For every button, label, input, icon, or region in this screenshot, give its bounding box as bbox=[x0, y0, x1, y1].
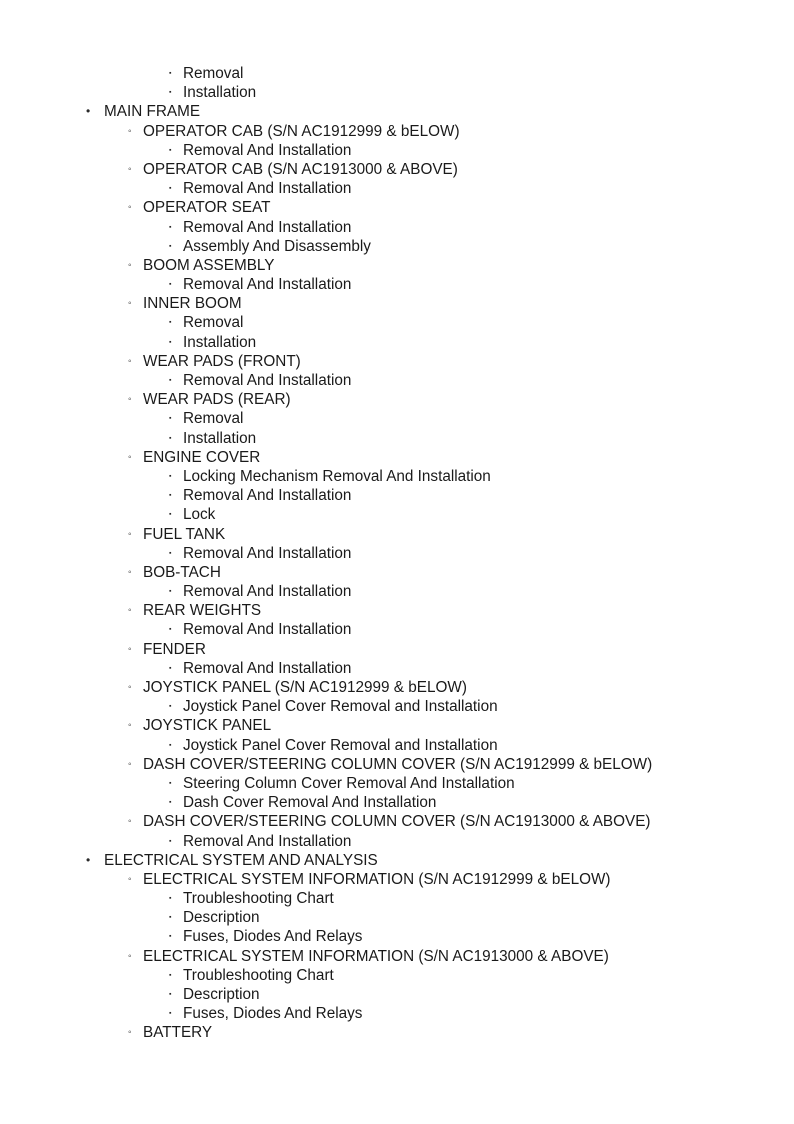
square-bullet-icon: ▪ bbox=[169, 664, 172, 672]
circle-bullet-icon: ◦ bbox=[128, 394, 132, 406]
square-bullet-icon: ▪ bbox=[169, 338, 172, 346]
outline-item-label: BOB-TACH bbox=[143, 563, 221, 581]
square-bullet-icon: ▪ bbox=[169, 1010, 172, 1018]
outline-item-level-3[interactable] bbox=[0, 64, 794, 83]
circle-bullet-icon: ◦ bbox=[128, 816, 132, 828]
outline-item-label: MAIN FRAME bbox=[104, 103, 201, 121]
circle-bullet-icon: ◦ bbox=[128, 605, 132, 617]
outline-item-level-3[interactable] bbox=[0, 774, 794, 793]
outline-item-level-2[interactable] bbox=[0, 870, 794, 889]
outline-item-label: ENGINE COVER bbox=[143, 448, 261, 466]
outline-item-label: Removal And Installation bbox=[183, 141, 352, 159]
outline-item-label: FUEL TANK bbox=[143, 525, 226, 543]
outline-item-level-2[interactable] bbox=[0, 256, 794, 275]
outline-item-level-2[interactable] bbox=[0, 448, 794, 467]
outline-item-label: Locking Mechanism Removal And Installation bbox=[183, 467, 491, 485]
outline-item-level-2[interactable] bbox=[0, 1023, 794, 1042]
outline-item-label: Description bbox=[183, 986, 260, 1003]
outline-item-level-3[interactable] bbox=[0, 179, 794, 198]
circle-bullet-icon: ◦ bbox=[128, 163, 132, 175]
circle-bullet-icon: ◦ bbox=[128, 720, 132, 732]
outline-item-level-2[interactable] bbox=[0, 678, 794, 697]
outline-item-label: JOYSTICK PANEL bbox=[143, 717, 272, 735]
circle-bullet-icon: ◦ bbox=[128, 950, 132, 962]
square-bullet-icon: ▪ bbox=[169, 492, 172, 500]
outline-item-label: Removal bbox=[183, 410, 244, 428]
outline-item-level-2[interactable] bbox=[0, 352, 794, 371]
outline-item-label: Removal And Installation bbox=[183, 583, 352, 601]
circle-bullet-icon: ◦ bbox=[128, 1027, 132, 1039]
circle-bullet-icon: ◦ bbox=[128, 451, 132, 463]
square-bullet-icon: ▪ bbox=[169, 741, 172, 749]
square-bullet-icon: ▪ bbox=[169, 703, 172, 711]
circle-bullet-icon: ◦ bbox=[128, 355, 132, 367]
square-bullet-icon: ▪ bbox=[169, 549, 172, 557]
outline-item-label: BATTERY bbox=[143, 1024, 213, 1042]
outline-item-level-2[interactable] bbox=[0, 601, 794, 620]
outline-item-label: Fuses, Diodes And Relays bbox=[183, 928, 363, 946]
outline-item-label: WEAR PADS (REAR) bbox=[143, 391, 291, 409]
outline-item-label: ELECTRICAL SYSTEM INFORMATION (S/N AC1913000 & ABOVE) bbox=[143, 947, 609, 965]
outline-item-label: Removal And Installation bbox=[183, 621, 352, 639]
outline-item-label: Installation bbox=[183, 84, 257, 102]
outline-item-level-3[interactable] bbox=[0, 985, 794, 1004]
outline-item-level-3[interactable] bbox=[0, 659, 794, 678]
outline-item-level-3[interactable] bbox=[0, 141, 794, 160]
outline-item-level-3[interactable] bbox=[0, 409, 794, 428]
square-bullet-icon: ▪ bbox=[169, 588, 172, 596]
outline-item-label: FENDER bbox=[143, 640, 206, 658]
outline-item-level-2[interactable] bbox=[0, 198, 794, 217]
outline-item-level-3[interactable] bbox=[0, 620, 794, 639]
outline-item-label: Installation bbox=[183, 429, 257, 447]
square-bullet-icon: ▪ bbox=[169, 971, 172, 979]
square-bullet-icon: ▪ bbox=[169, 933, 172, 941]
circle-bullet-icon: ◦ bbox=[128, 528, 132, 540]
circle-bullet-icon: ◦ bbox=[128, 643, 132, 655]
outline-item-label: DASH COVER/STEERING COLUMN COVER (S/N AC1912999 & bELOW) bbox=[143, 755, 653, 773]
outline-item-level-3[interactable] bbox=[0, 736, 794, 755]
square-bullet-icon: ▪ bbox=[169, 223, 172, 231]
outline-item-level-3[interactable] bbox=[0, 582, 794, 601]
outline-item-level-1[interactable] bbox=[0, 851, 794, 870]
outline-item-level-3[interactable] bbox=[0, 832, 794, 851]
outline-item-label: Dash Cover Removal And Installation bbox=[183, 794, 437, 812]
outline-item-level-2[interactable] bbox=[0, 716, 794, 735]
outline-item-label: DASH COVER/STEERING COLUMN COVER (S/N AC1913000 & ABOVE) bbox=[143, 813, 651, 831]
outline-item-level-2[interactable] bbox=[0, 525, 794, 544]
outline-item-label: INNER BOOM bbox=[143, 295, 242, 313]
outline-item-level-3[interactable] bbox=[0, 544, 794, 563]
square-bullet-icon: ▪ bbox=[169, 185, 172, 193]
circle-bullet-icon: ◦ bbox=[128, 202, 132, 214]
outline-item-label: Fuses, Diodes And Relays bbox=[183, 1005, 363, 1023]
circle-bullet-icon: ◦ bbox=[128, 298, 132, 310]
outline-item-label: Lock bbox=[183, 506, 216, 524]
circle-bullet-icon: ◦ bbox=[128, 758, 132, 770]
square-bullet-icon: ▪ bbox=[169, 281, 172, 289]
outline-item-level-3[interactable] bbox=[0, 83, 794, 102]
outline-item-level-2[interactable] bbox=[0, 390, 794, 409]
outline-item-level-2[interactable] bbox=[0, 122, 794, 141]
square-bullet-icon: ▪ bbox=[169, 914, 172, 922]
outline-item-label: Removal And Installation bbox=[183, 487, 352, 505]
square-bullet-icon: ▪ bbox=[169, 895, 172, 903]
outline-item-level-2[interactable] bbox=[0, 947, 794, 966]
outline-item-label: WEAR PADS (FRONT) bbox=[143, 352, 301, 370]
outline-item-level-3[interactable] bbox=[0, 429, 794, 448]
outline-item-label: Removal And Installation bbox=[183, 659, 352, 677]
outline-item-label: Assembly And Disassembly bbox=[183, 237, 371, 255]
circle-bullet-icon: ◦ bbox=[128, 566, 132, 578]
outline-item-level-3[interactable] bbox=[0, 467, 794, 486]
outline-item-level-2[interactable] bbox=[0, 640, 794, 659]
outline-item-label: BOOM ASSEMBLY bbox=[143, 256, 275, 274]
outline-item-label: Removal bbox=[183, 65, 244, 82]
square-bullet-icon: ▪ bbox=[169, 626, 172, 634]
outline-item-level-3[interactable] bbox=[0, 218, 794, 237]
outline-item-level-3[interactable] bbox=[0, 908, 794, 927]
outline-item-level-3[interactable] bbox=[0, 371, 794, 390]
outline-item-level-2[interactable] bbox=[0, 294, 794, 313]
circle-bullet-icon: ◦ bbox=[128, 125, 132, 137]
square-bullet-icon: ▪ bbox=[169, 779, 172, 787]
outline-item-label: Troubleshooting Chart bbox=[183, 966, 334, 984]
bullet-icon: • bbox=[86, 104, 91, 119]
table-of-contents bbox=[0, 64, 794, 1043]
square-bullet-icon: ▪ bbox=[169, 415, 172, 423]
outline-item-label: OPERATOR CAB (S/N AC1913000 & ABOVE) bbox=[143, 160, 458, 178]
outline-item-label: Removal And Installation bbox=[183, 276, 352, 294]
outline-item-level-3[interactable] bbox=[0, 313, 794, 332]
circle-bullet-icon: ◦ bbox=[128, 873, 132, 885]
square-bullet-icon: ▪ bbox=[169, 377, 172, 384]
square-bullet-icon: ▪ bbox=[169, 837, 172, 845]
outline-item-level-3[interactable] bbox=[0, 333, 794, 352]
outline-item-label: Steering Column Cover Removal And Installation bbox=[183, 774, 515, 792]
square-bullet-icon: ▪ bbox=[169, 472, 172, 480]
outline-item-level-3[interactable] bbox=[0, 275, 794, 294]
outline-item-label: OPERATOR CAB (S/N AC1912999 & bELOW) bbox=[143, 122, 460, 140]
outline-item-level-2[interactable] bbox=[0, 812, 794, 831]
outline-item-label: OPERATOR SEAT bbox=[143, 199, 271, 217]
square-bullet-icon: ▪ bbox=[169, 70, 172, 77]
square-bullet-icon: ▪ bbox=[169, 434, 172, 442]
outline-item-level-3[interactable] bbox=[0, 486, 794, 505]
outline-item-level-3[interactable] bbox=[0, 927, 794, 946]
square-bullet-icon: ▪ bbox=[169, 799, 172, 807]
square-bullet-icon: ▪ bbox=[169, 991, 172, 998]
outline-item-label: Joystick Panel Cover Removal and Installation bbox=[183, 698, 498, 716]
outline-item-level-1[interactable] bbox=[0, 102, 794, 121]
outline-item-label: Removal And Installation bbox=[183, 180, 352, 198]
square-bullet-icon: ▪ bbox=[169, 146, 172, 154]
square-bullet-icon: ▪ bbox=[169, 242, 172, 250]
outline-item-level-2[interactable] bbox=[0, 755, 794, 774]
square-bullet-icon: ▪ bbox=[169, 511, 172, 519]
outline-item-level-3[interactable] bbox=[0, 793, 794, 812]
bullet-icon: • bbox=[86, 852, 91, 867]
outline-item-label: Troubleshooting Chart bbox=[183, 890, 334, 908]
outline-item-label: Removal bbox=[183, 314, 244, 332]
outline-item-level-3[interactable] bbox=[0, 697, 794, 716]
outline-item-label: ELECTRICAL SYSTEM AND ANALYSIS bbox=[104, 851, 378, 869]
outline-item-level-3[interactable] bbox=[0, 966, 794, 985]
outline-item-label: JOYSTICK PANEL (S/N AC1912999 & bELOW) bbox=[143, 679, 467, 696]
outline-item-label: Description bbox=[183, 909, 260, 927]
outline-item-label: Joystick Panel Cover Removal and Installation bbox=[183, 736, 498, 754]
outline-item-level-3[interactable] bbox=[0, 889, 794, 908]
outline-item-level-2[interactable] bbox=[0, 160, 794, 179]
outline-item-label: ELECTRICAL SYSTEM INFORMATION (S/N AC1912999 & bELOW) bbox=[143, 870, 611, 888]
outline-item-label: Removal And Installation bbox=[183, 372, 352, 389]
outline-item-level-3[interactable] bbox=[0, 237, 794, 256]
outline-item-label: Removal And Installation bbox=[183, 544, 352, 562]
outline-item-label: Removal And Installation bbox=[183, 832, 352, 850]
circle-bullet-icon: ◦ bbox=[128, 259, 132, 271]
square-bullet-icon: ▪ bbox=[169, 89, 172, 97]
outline-item-level-3[interactable] bbox=[0, 1004, 794, 1023]
outline-item-level-3[interactable] bbox=[0, 505, 794, 524]
circle-bullet-icon: ◦ bbox=[128, 682, 132, 693]
outline-item-level-2[interactable] bbox=[0, 563, 794, 582]
outline-item-label: Removal And Installation bbox=[183, 218, 352, 236]
outline-item-label: REAR WEIGHTS bbox=[143, 602, 262, 620]
outline-item-label: Installation bbox=[183, 333, 257, 351]
square-bullet-icon: ▪ bbox=[169, 319, 172, 327]
